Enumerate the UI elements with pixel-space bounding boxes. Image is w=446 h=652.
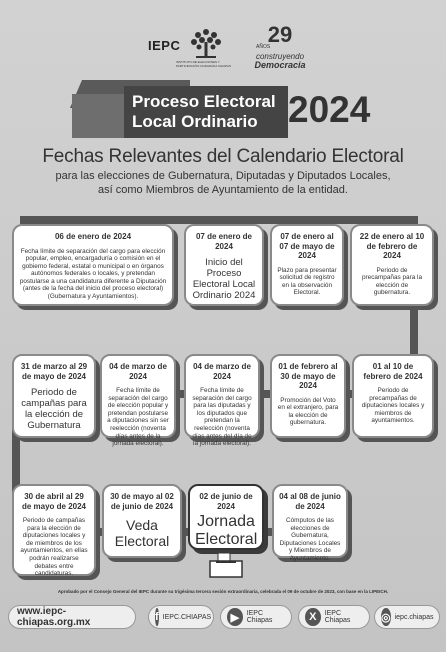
calendar-card [12,224,174,306]
card-date: 31 de marzo al 29 de mayo de 2024 [20,362,88,381]
title-line1: Proceso Electoral [132,92,276,111]
title-banner [124,86,288,138]
website-link[interactable]: www.iepc-chiapas.org.mx [8,605,136,629]
calendar-card [12,484,96,576]
card-date: 02 de junio de 2024 [199,492,253,511]
subtitle-line2: para las elecciones de Gubernatura, Diputadas y Diputados Locales, [55,170,391,182]
card-desc: Periodo de precampañas para la elección de gubernatura. [361,266,423,297]
card-desc: Veda Electoral [114,517,170,549]
youtube-icon: ▶ [227,608,243,626]
card-desc: Inicio del Proceso Electoral Local Ordinario 2024 [192,257,256,301]
youtube-link[interactable] [220,605,292,629]
card-date: 06 de enero de 2024 [54,232,132,241]
calendar-card [102,484,182,558]
card-desc: Periodo de campañas para la elección de Gubernatura [21,387,87,431]
ballot-box-icon [208,553,244,579]
calendar-card [100,354,176,448]
approval-note: Aprobado por el Consejo General del IEPC durante su trigésima tercera sesión extraordinaria, celebrada el 09 de octubre de 2023, con base en la LIPEICH. [57,589,389,594]
card-date: 22 de enero al 10 de febrero de 2024 [359,232,425,260]
calendar-card [272,484,348,562]
anniversary-number: 29 [267,22,293,47]
card-desc: Fecha límite de separación del cargo para las diputadas y los diputados que pretendan la reelección (noventa días antes del día de la jornada electoral). [192,387,252,448]
youtube-label: IEPC Chiapas [246,610,273,624]
calendar-card [270,224,344,306]
iepc-logo-small: INSTITUTO DE ELECCIONES Y PARTICIPACIÓN CIUDADANA CHIAPAS [176,60,231,68]
x-icon: X [305,608,321,626]
card-date: 01 al 10 de febrero de 2024 [363,362,423,381]
title-year: 2024 [288,89,371,130]
calendar-card [350,224,434,306]
footer-bar [8,601,440,633]
timeline-connector [20,216,418,224]
anniversary-logo [248,24,312,76]
card-date: 04 al 08 de junio de 2024 [279,492,341,511]
facebook-label: IEPC.CHIAPAS [162,613,212,621]
card-desc: Periodo de precampañas de diputaciones locales y miembros de ayuntamientos. [361,387,425,425]
instagram-label: iepc.chiapas [394,613,434,621]
instagram-link[interactable] [374,605,440,629]
card-date: 07 de enero de 2024 [195,232,253,251]
anniversary-line1: construyendo [255,52,305,61]
x-link[interactable] [298,605,370,629]
card-desc: Fecha límite de separación del cargo de elección popular y pretendan postularse a diputaciones sin ser reelección (noventa días antes de la jornada electoral). [107,387,169,448]
calendar-card [352,354,434,438]
facebook-icon: f [155,608,159,626]
anniversary-line2: Democracia [254,60,306,70]
card-date: 04 de marzo de 2024 [193,362,251,381]
calendar-card [270,354,346,438]
anniversary-unit: AÑOS [256,44,271,50]
tree-icon [188,26,224,60]
x-label: IEPC Chiapas [324,610,351,624]
calendar-card [184,354,260,448]
card-date: 30 de abril al 29 de mayo de 2024 [21,492,87,511]
card-date: 04 de marzo de 2024 [109,362,167,381]
calendar-card [12,354,96,438]
card-date: 07 de enero al 07 de mayo de 2024 [279,232,335,260]
card-desc: Jornada Electoral [195,513,258,548]
card-desc: Periodo de campañas para la elección de diputaciones locales y de miembros de los ayuntamientos, en ellas podrán realizarse debates entre candidaturas. [20,517,88,578]
calendar-card [188,484,264,550]
title-block [70,80,382,140]
card-desc: Plazo para presentar solicitud de registro en la observación Electoral. [277,266,337,297]
instagram-icon: ◎ [381,608,391,626]
subtitle-line3: así como Miembros de Ayuntamiento de la entidad. [98,184,348,196]
card-desc: Promoción del Voto en el extranjero, para la elección de gubernatura. [277,396,339,427]
calendar-card [184,224,264,306]
card-desc: Fecha límite de separación del cargo para elección popular, empleo, encargaduría o comisión en el gobierno federal, estatal o municipal o en órganos autónomos federales o locales, y pretendan postularse a una candidatura diferente a Diputación (antes de la fecha del inicio del proceso electoral) (Gubernatura y Ayuntamientos). [19,247,167,301]
card-desc: Cómputos de las elecciones de Gubernatura, Diputaciones Locales y Miembros de Ayuntamiento. [279,517,341,562]
facebook-link[interactable] [148,605,214,629]
iepc-logo [148,26,230,68]
iepc-logo-text: IEPC [148,38,181,53]
title-line2: Local Ordinario [132,112,258,131]
subtitle: Fechas Relevantes del Calendario Electoral [42,146,404,167]
card-date: 01 de febrero al 30 de mayo de 2024 [278,362,338,390]
card-date: 30 de mayo al 02 de junio de 2024 [110,492,174,511]
